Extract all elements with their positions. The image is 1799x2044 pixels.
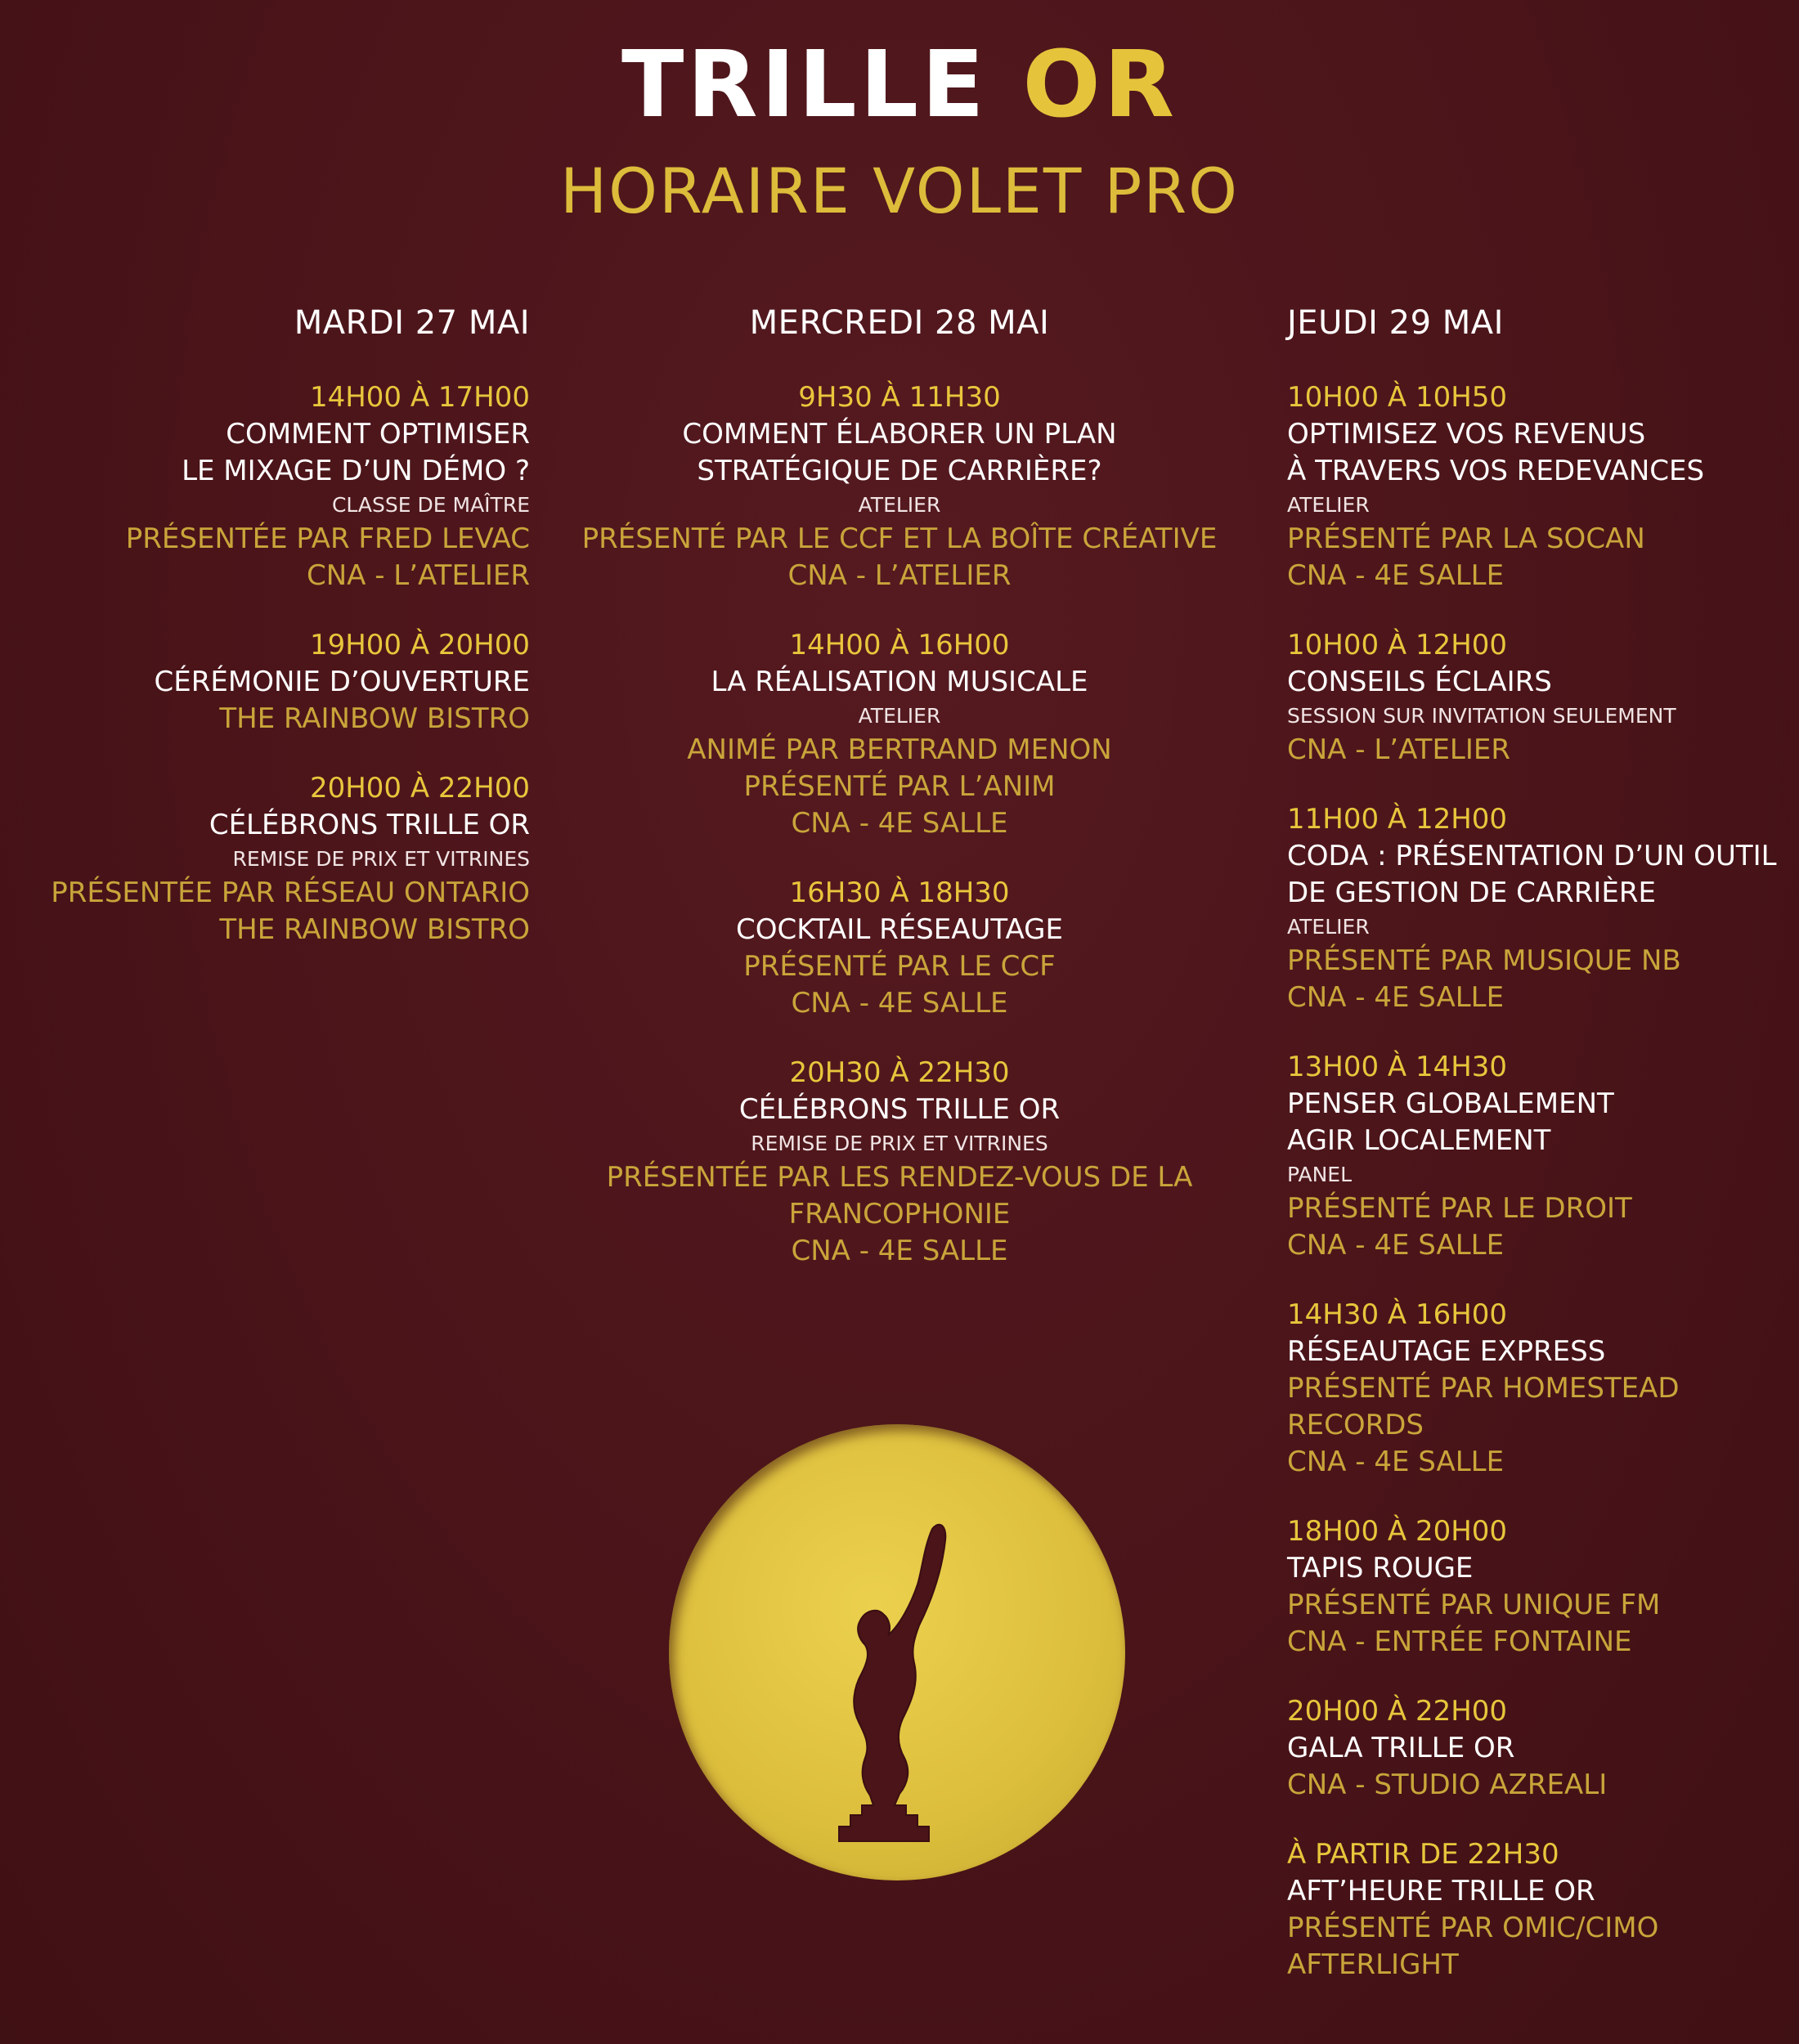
event-name: COCKTAIL RÉSEAUTAGE <box>736 913 1063 946</box>
event-name: AFT’HEURE TRILLE OR <box>1287 1875 1595 1907</box>
event-block <box>0 770 530 948</box>
event-type: CLASSE DE MAÎTRE <box>331 493 530 517</box>
event-block <box>556 1055 1243 1270</box>
title-gold-word: OR <box>1022 32 1178 138</box>
event-time: 18H00 À 20H00 <box>1287 1515 1508 1548</box>
event-time: 10H00 À 12H00 <box>1287 629 1508 661</box>
event-presenter: PRÉSENTÉ PAR OMIC/CIMO <box>1287 1912 1659 1944</box>
event-location: CNA - 4E SALLE <box>1287 559 1505 592</box>
event-block <box>0 627 530 737</box>
event-presenter: PRÉSENTÉ PAR MUSIQUE NB <box>1287 944 1681 977</box>
event-block <box>1287 379 1794 594</box>
day-heading: JEUDI 29 MAI <box>1287 304 1504 342</box>
event-time: 19H00 À 20H00 <box>309 629 530 661</box>
event-time: 20H00 À 22H00 <box>1287 1695 1508 1728</box>
trophy-figure-icon <box>669 1424 1125 1880</box>
event-location: CNA - L’ATELIER <box>306 559 530 592</box>
event-presenter: PRÉSENTÉE PAR LES RENDEZ-VOUS DE LA FRANCOPHONIE <box>606 1161 1193 1230</box>
event-block <box>1287 627 1794 769</box>
event-presenter: PRÉSENTÉ PAR LE DROIT <box>1287 1192 1632 1225</box>
day-heading: MERCREDI 28 MAI <box>749 304 1050 342</box>
event-block <box>0 379 530 594</box>
event-location: CNA - 4E SALLE <box>1287 981 1505 1014</box>
event-name: AGIR LOCALEMENT <box>1287 1124 1551 1157</box>
event-block <box>556 875 1243 1022</box>
event-presenter: ANIMÉ PAR BERTRAND MENON <box>687 733 1112 766</box>
schedule-column-day-3 <box>1287 301 1794 2016</box>
day-heading: MARDI 27 MAI <box>294 304 530 342</box>
event-time: 14H30 À 16H00 <box>1287 1298 1508 1331</box>
event-block <box>556 379 1243 594</box>
event-block <box>1287 1693 1794 1804</box>
event-type: ATELIER <box>858 704 941 728</box>
event-name: CÉLÉBRONS TRILLE OR <box>209 809 530 841</box>
event-time: 10H00 À 10H50 <box>1287 381 1508 414</box>
event-name: COMMENT OPTIMISER <box>226 418 530 450</box>
schedule-column-day-2 <box>556 301 1243 1302</box>
event-location: CNA - ENTRÉE FONTAINE <box>1287 1625 1632 1658</box>
title-white-word: TRILLE <box>621 32 988 138</box>
event-time: 20H00 À 22H00 <box>309 772 530 805</box>
event-time: 14H00 À 17H00 <box>309 381 530 414</box>
event-time: À PARTIR DE 22H30 <box>1287 1838 1559 1871</box>
page-subtitle: HORAIRE VOLET PRO <box>560 155 1239 227</box>
event-location: CNA - 4E SALLE <box>1287 1446 1505 1478</box>
trophy-emblem <box>669 1424 1125 1880</box>
event-type: REMISE DE PRIX ET VITRINES <box>232 847 530 871</box>
event-location: CNA - 4E SALLE <box>1287 1229 1505 1262</box>
event-block <box>1287 1513 1794 1661</box>
event-name: LE MIXAGE D’UN DÉMO ? <box>182 455 530 487</box>
event-time: 16H30 À 18H30 <box>789 876 1010 909</box>
event-presenter: PRÉSENTÉ PAR HOMESTEAD RECORDS <box>1287 1372 1680 1441</box>
event-location: CNA - L’ATELIER <box>1287 733 1511 766</box>
event-type: ATELIER <box>858 493 941 517</box>
event-location: AFTERLIGHT <box>1287 1948 1459 1981</box>
schedule-column-day-1 <box>0 301 530 981</box>
event-name: PENSER GLOBALEMENT <box>1287 1087 1614 1120</box>
event-name: CONSEILS ÉCLAIRS <box>1287 666 1552 698</box>
event-time: 11H00 À 12H00 <box>1287 803 1508 836</box>
event-time: 20H30 À 22H30 <box>789 1056 1010 1089</box>
event-presenter: PRÉSENTÉ PAR LE CCF <box>743 950 1056 983</box>
event-presenter: PRÉSENTÉ PAR L’ANIM <box>743 770 1056 803</box>
event-block <box>1287 1049 1794 1264</box>
event-time: 13H00 À 14H30 <box>1287 1051 1508 1083</box>
event-type: PANEL <box>1287 1163 1353 1186</box>
event-type: SESSION SUR INVITATION SEULEMENT <box>1287 704 1676 728</box>
event-presenter: PRÉSENTÉ PAR UNIQUE FM <box>1287 1589 1661 1621</box>
event-location: CNA - 4E SALLE <box>791 987 1008 1020</box>
event-location: CNA - 4E SALLE <box>791 807 1008 840</box>
event-block <box>1287 1836 1794 1983</box>
event-time: 9H30 À 11H30 <box>798 381 1001 414</box>
event-name: CODA : PRÉSENTATION D’UN OUTIL <box>1287 840 1777 872</box>
event-name: CÉRÉMONIE D’OUVERTURE <box>154 666 530 698</box>
event-block <box>556 627 1243 842</box>
event-presenter: PRÉSENTÉ PAR LE CCF ET LA BOÎTE CRÉATIVE <box>581 522 1218 555</box>
event-name: LA RÉALISATION MUSICALE <box>711 666 1088 698</box>
event-type: REMISE DE PRIX ET VITRINES <box>751 1132 1048 1155</box>
page-title <box>0 32 1799 138</box>
event-location: THE RAINBOW BISTRO <box>219 913 530 946</box>
event-type: ATELIER <box>1287 915 1370 939</box>
event-location: CNA - L’ATELIER <box>787 559 1012 592</box>
event-name: GALA TRILLE OR <box>1287 1732 1515 1764</box>
event-name: COMMENT ÉLABORER UN PLAN <box>682 418 1117 450</box>
event-block <box>1287 801 1794 1016</box>
event-name: CÉLÉBRONS TRILLE OR <box>738 1093 1061 1126</box>
event-name: STRATÉGIQUE DE CARRIÈRE? <box>697 455 1102 487</box>
event-name: À TRAVERS VOS REDEVANCES <box>1287 455 1705 487</box>
event-presenter: PRÉSENTÉE PAR RÉSEAU ONTARIO <box>51 876 530 909</box>
event-presenter: PRÉSENTÉ PAR LA SOCAN <box>1287 522 1645 555</box>
event-name: TAPIS ROUGE <box>1287 1552 1474 1585</box>
event-time: 14H00 À 16H00 <box>789 629 1010 661</box>
event-presenter: PRÉSENTÉE PAR FRED LEVAC <box>125 522 530 555</box>
event-location: CNA - STUDIO AZREALI <box>1287 1768 1608 1801</box>
event-block <box>1287 1297 1794 1481</box>
event-location: THE RAINBOW BISTRO <box>219 702 530 735</box>
event-name: RÉSEAUTAGE EXPRESS <box>1287 1335 1606 1368</box>
event-name: OPTIMISEZ VOS REVENUS <box>1287 418 1646 450</box>
event-location: CNA - 4E SALLE <box>791 1235 1008 1267</box>
event-name: DE GESTION DE CARRIÈRE <box>1287 876 1657 909</box>
event-type: ATELIER <box>1287 493 1370 517</box>
